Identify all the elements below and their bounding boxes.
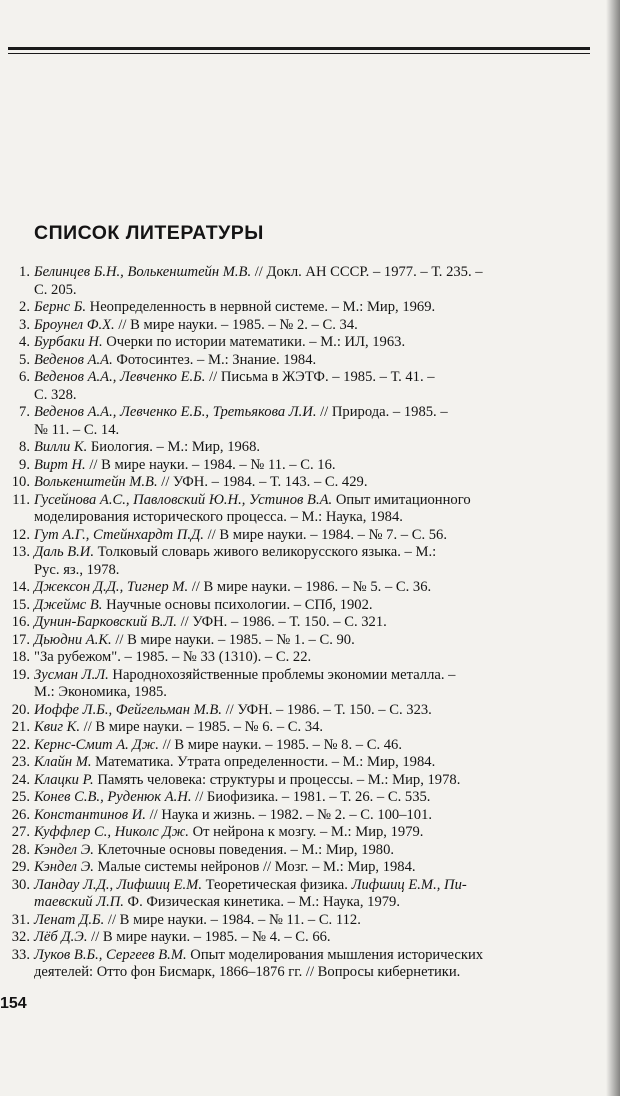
reference-authors: Кернс-Смит А. Дж. [34,736,159,753]
reference-item [0,299,590,317]
reference-number: 13. [11,544,30,560]
reference-line [34,702,590,720]
reference-text: От нейрона к мозгу. – М.: Мир, 1979. [188,824,424,840]
reference-text: Народнохозяйственные проблемы экономии металла. – [108,666,456,683]
reference-text: деятелей: Отто фон Бисмарк, 1866–1876 гг. // Вопросы кибернетики. [34,964,461,980]
reference-authors: Константинов И. [34,806,146,823]
reference-text: // В мире науки. – 1985. – № 4. – С. 66. [87,929,331,945]
reference-authors: Дунин-Барковский В.Л. [34,614,177,630]
header-rule-thin [8,53,590,54]
reference-number: 24. [11,771,30,788]
reference-text: Неопределенность в нервной системе. – М.: Мир, 1969. [86,299,436,315]
reference-line [34,562,590,580]
reference-authors: Джексон Д.Д., Тигнер М. [34,579,189,595]
reference-item [0,667,590,702]
reference-line [34,719,590,737]
reference-item [0,439,590,457]
reference-line [34,509,590,527]
reference-item [0,807,590,825]
reference-number: 16. [11,614,30,630]
reference-number: 1. [19,264,30,280]
reference-item [0,334,590,352]
reference-number: 9. [19,456,30,473]
reference-authors: Волькенштейн М.В. [34,474,158,490]
reference-line [34,387,590,405]
reference-line [34,824,590,842]
reference-number: 12. [11,526,30,543]
reference-authors: Квиг К. [34,719,81,735]
reference-authors: Джеймс В. [34,596,103,613]
reference-text: С. 205. [34,281,77,298]
reference-line [34,632,590,650]
reference-text: // В мире науки. – 1984. – № 11. – С. 16. [85,456,336,473]
reference-number: 8. [19,439,30,455]
reference-line [34,439,590,457]
reference-number: 7. [19,404,30,420]
reference-authors: Веденов А.А., Левченко Е.Б. [34,369,206,385]
reference-number: 23. [11,754,30,770]
reference-text: Клеточные основы поведения. – М.: Мир, 1980. [93,841,395,858]
reference-line [34,667,590,685]
reference-text: Очерки по истории математики. – М.: ИЛ, 1963. [102,334,406,350]
reference-item [0,492,590,527]
reference-line [34,912,590,930]
reference-item [0,649,590,667]
reference-text: Фотосинтез. – М.: Знание. 1984. [112,351,317,368]
reference-line [34,282,590,300]
reference-list [0,264,590,982]
reference-authors: Иоффе Л.Б., Фейгельман М.В. [34,701,222,718]
reference-number: 18. [11,649,30,665]
reference-item [0,702,590,720]
reference-line [34,947,590,965]
reference-item [0,719,590,737]
reference-item [0,842,590,860]
reference-line [34,842,590,860]
reference-authors: Ландау Л.Д., Лифшиц Е.М. [34,876,202,893]
page-number: 154 [0,995,27,1012]
reference-text: С. 328. [34,386,77,403]
reference-text: "За рубежом". – 1985. – № 33 (1310). – С. 22. [34,649,312,665]
reference-authors: Куффлер С., Николс Дж. [34,824,189,840]
reference-authors: Вилли К. [34,439,88,455]
reference-number: 22. [11,736,30,753]
reference-number: 10. [11,474,30,490]
page-edge-shadow [606,0,620,1096]
reference-text: // В мире науки. – 1984. – № 7. – С. 56. [203,526,447,543]
reference-authors: Даль В.И. [34,544,94,560]
reference-item [0,457,590,475]
reference-number: 20. [11,701,30,718]
header-rule-thick [8,47,590,50]
reference-authors: Кэндел Э. [34,841,94,858]
reference-item [0,614,590,632]
reference-authors: Веденов А.А. [34,351,113,368]
reference-line [34,859,590,877]
page-title: СПИСОК ЛИТЕРАТУРЫ [34,222,264,245]
reference-number: 2. [19,299,30,315]
reference-item [0,352,590,370]
reference-number: 19. [11,666,30,683]
reference-line [34,737,590,755]
reference-item [0,929,590,947]
reference-authors: Лифшиц Е.М., Пи- [351,876,467,893]
reference-text: № 11. – С. 14. [34,421,120,438]
reference-text: // Письма в ЖЭТФ. – 1985. – Т. 41. – [205,369,435,385]
reference-number: 30. [11,876,30,893]
reference-authors: Гусейнова А.С., Павловский Ю.Н., Устинов В.А. [34,491,333,508]
reference-line [34,614,590,632]
reference-text: // В мире науки. – 1985. – № 8. – С. 46. [158,736,402,753]
reference-line [34,492,590,510]
reference-authors: Конев С.В., Руденюк А.Н. [34,789,192,805]
reference-text: Рус. яз., 1978. [34,561,120,578]
reference-authors: Ленат Д.Б. [34,911,105,928]
reference-item [0,947,590,982]
reference-text: // В мире науки. – 1985. – № 2. – С. 34. [114,316,358,333]
reference-authors: Зусман Л.Л. [34,666,109,683]
reference-line [34,264,590,282]
reference-item [0,789,590,807]
reference-text: // УФН. – 1986. – Т. 150. – С. 321. [176,614,387,630]
reference-line [34,404,590,422]
reference-authors: Бурбаки Н. [34,334,103,350]
reference-item [0,264,590,299]
reference-authors: Веденов А.А., Левченко Е.Б., Третьякова Л.И. [34,404,317,420]
reference-item [0,317,590,335]
reference-number: 29. [11,859,30,875]
reference-authors: Дьюдни А.К. [34,631,112,648]
reference-authors: Белинцев Б.Н., Волькенштейн М.В. [34,264,252,280]
reference-number: 31. [11,911,30,928]
reference-line [34,684,590,702]
reference-number: 26. [11,806,30,823]
reference-text: // УФН. – 1984. – Т. 143. – С. 429. [157,474,368,490]
reference-text: // Биофизика. – 1981. – Т. 26. – С. 535. [191,789,431,805]
reference-line [34,649,590,667]
reference-authors: Клацки Р. [34,771,94,788]
reference-item [0,877,590,912]
reference-number: 6. [19,369,30,385]
reference-number: 17. [11,631,30,648]
reference-authors: Лёб Д.Э. [34,929,88,945]
reference-line [34,317,590,335]
reference-line [34,964,590,982]
reference-line [34,754,590,772]
reference-text: Малые системы нейронов // Мозг. – М.: Мир, 1984. [93,859,416,875]
reference-item [0,754,590,772]
reference-line [34,929,590,947]
reference-text: // В мире науки. – 1985. – № 6. – С. 34. [80,719,324,735]
reference-line [34,789,590,807]
reference-item [0,544,590,579]
reference-number: 5. [19,351,30,368]
reference-line [34,579,590,597]
reference-authors: Гут А.Г., Стейнхардт П.Д. [34,526,204,543]
reference-text: Научные основы психологии. – СПб, 1902. [102,596,373,613]
reference-authors: Броунел Ф.Х. [34,316,115,333]
reference-item [0,369,590,404]
reference-line [34,457,590,475]
reference-text: // УФН. – 1986. – Т. 150. – С. 323. [221,701,432,718]
reference-item [0,772,590,790]
reference-authors: Бернс Б. [34,299,87,315]
reference-item [0,579,590,597]
reference-item [0,824,590,842]
reference-text: // В мире науки. – 1985. – № 1. – С. 90. [111,631,355,648]
reference-item [0,404,590,439]
reference-line [34,334,590,352]
reference-item [0,859,590,877]
reference-line [34,597,590,615]
reference-text: моделирования исторического процесса. – М.: Наука, 1984. [34,509,403,525]
reference-text: Память человека: структуры и процессы. – М.: Мир, 1978. [93,771,461,788]
reference-number: 21. [11,719,30,735]
reference-line [34,299,590,317]
reference-number: 3. [19,316,30,333]
reference-text: Толковый словарь живого великорусского языка. – М.: [94,544,437,560]
reference-line [34,772,590,790]
reference-item [0,912,590,930]
reference-line [34,352,590,370]
reference-text: // Наука и жизнь. – 1982. – № 2. – С. 100–101. [145,806,433,823]
reference-text: // В мире науки. – 1984. – № 11. – С. 112. [104,911,361,928]
reference-text: // Природа. – 1985. – [316,404,448,420]
reference-text: Опыт имитационного [332,491,471,508]
reference-text: // В мире науки. – 1986. – № 5. – С. 36. [188,579,432,595]
reference-item [0,527,590,545]
reference-text: Ф. Физическая кинетика. – М.: Наука, 1979. [123,894,401,910]
reference-number: 33. [11,946,30,963]
reference-authors: Кэндел Э. [34,859,94,875]
reference-text: Теоретическая физика. [201,876,352,893]
reference-number: 11. [12,491,30,508]
reference-authors: Клайн М. [34,754,92,770]
reference-line [34,527,590,545]
reference-text: Биология. – М.: Мир, 1968. [87,439,261,455]
reference-line [34,369,590,387]
reference-authors: Вирт Н. [34,456,86,473]
reference-authors: Луков В.Б., Сергеев В.М. [34,946,187,963]
reference-text: Опыт моделирования мышления исторических [186,946,484,963]
reference-number: 32. [11,929,30,945]
reference-number: 14. [11,579,30,595]
reference-line [34,877,590,895]
reference-number: 27. [11,824,30,840]
reference-authors: таевский Л.П. [34,894,124,910]
reference-number: 15. [11,596,30,613]
reference-text: // Докл. АН СССР. – 1977. – Т. 235. – [251,264,483,280]
reference-text: Математика. Утрата определенности. – М.: Мир, 1984. [91,754,436,770]
reference-line [34,894,590,912]
reference-number: 4. [19,334,30,350]
reference-text: М.: Экономика, 1985. [34,684,167,700]
reference-line [34,544,590,562]
reference-item [0,474,590,492]
reference-number: 28. [11,841,30,858]
reference-number: 25. [11,789,30,805]
reference-line [34,807,590,825]
reference-line [34,422,590,440]
reference-item [0,632,590,650]
reference-item [0,737,590,755]
reference-item [0,597,590,615]
reference-line [34,474,590,492]
